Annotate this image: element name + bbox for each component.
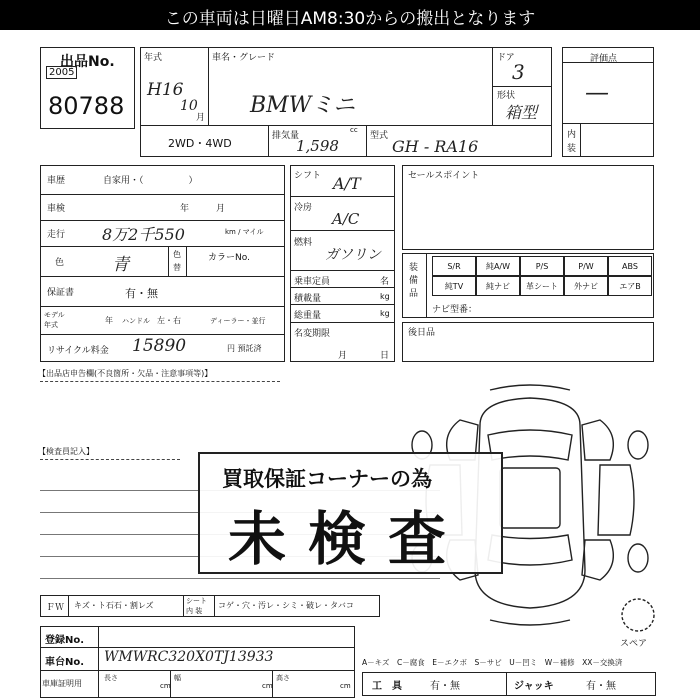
- inspection-label: 車検: [47, 204, 66, 214]
- name-value: BMWミニ: [250, 93, 356, 118]
- score-value: —: [585, 78, 609, 106]
- disp-value: 1,598: [296, 137, 339, 155]
- mileage-unit: km / マイル: [225, 228, 264, 236]
- cool-label: 冷房: [294, 203, 313, 213]
- warranty-label: 保証書: [47, 288, 75, 298]
- color-label: 色: [55, 258, 65, 268]
- hei-label: 高さ: [276, 674, 290, 682]
- equipment-item: ABS: [608, 256, 652, 276]
- stamp-line1: 買取保証コーナーの為: [222, 467, 432, 491]
- disp-unit: cc: [350, 126, 358, 134]
- fw-label: ＦＷ: [46, 603, 65, 613]
- name-label: 車名・グレード: [212, 53, 276, 63]
- mileage-value: 8万2千550: [102, 225, 185, 244]
- shape-value: 箱型: [505, 103, 538, 122]
- interior-label-2: 装: [567, 144, 577, 154]
- banner-text: この車両は日曜日AM8:30からの搬出となります: [164, 9, 536, 29]
- equipment-item: 純TV: [432, 276, 476, 296]
- model-year-label-2: 年式: [44, 321, 58, 329]
- model-year-label-1: モデル: [44, 311, 65, 319]
- reg-no-label: 登録No.: [45, 635, 85, 646]
- jack-value: 有・無: [586, 681, 616, 692]
- interior-label-1: 内: [567, 130, 577, 140]
- tools-value: 有・無: [430, 681, 460, 692]
- spare-label: スペア: [620, 639, 648, 649]
- after-box: [402, 322, 654, 362]
- recycle-unit: 円 預託済: [227, 344, 262, 353]
- dealer-label: ディーラー・並行: [210, 317, 266, 325]
- navi-label: ナビ型番：: [432, 305, 478, 315]
- reg-label: 名変期限: [294, 329, 331, 339]
- wid-label: 幅: [174, 674, 181, 682]
- door-label: ドア: [497, 53, 515, 63]
- shift-label: シフト: [294, 171, 322, 181]
- weight-unit: kg: [380, 309, 390, 318]
- equipment-item: 革シート: [520, 276, 564, 296]
- reg-month: 月: [338, 351, 348, 361]
- warranty-value: 有・無: [125, 287, 158, 300]
- capacity-unit: 名: [380, 277, 390, 287]
- month-value: 10: [180, 98, 198, 114]
- chassis-label: 車台No.: [45, 657, 85, 668]
- equipment-item: エアB: [608, 276, 652, 296]
- capacity-label: 乗車定員: [294, 277, 331, 287]
- wid-unit: cm: [262, 682, 273, 690]
- cert-label: 車庫証明用: [42, 679, 82, 688]
- fuel-value: ガソリン: [325, 247, 381, 263]
- equipment-item: 純ナビ: [476, 276, 520, 296]
- door-value: 3: [512, 60, 525, 84]
- seller-notes-label: 【出品店申告欄(不良箇所・欠品・注意事項等)】: [38, 369, 213, 378]
- fw-items: キズ・ト石石・割レズ: [74, 601, 154, 610]
- recycle-value: 15890: [132, 336, 187, 356]
- load-unit: kg: [380, 292, 390, 301]
- inspector-notes-label: 【検査員記入】: [38, 447, 94, 456]
- inspection-value: 年 月: [180, 204, 226, 214]
- mileage-label: 走行: [47, 230, 66, 240]
- tools-label: 工 具: [372, 681, 402, 692]
- colorno-label: カラーNo.: [208, 253, 250, 263]
- equipment-item: 外ナビ: [564, 276, 608, 296]
- load-label: 積載量: [294, 294, 322, 304]
- chassis-value: WMWRC320X0TJ13933: [104, 649, 274, 665]
- stamp-line2: 未検査: [228, 505, 469, 573]
- sales-label: セールスポイント: [408, 171, 480, 181]
- len-unit: cm: [160, 682, 171, 690]
- color-sub-1: 色: [173, 250, 181, 259]
- equipment-item: S/R: [432, 256, 476, 276]
- len-label: 長さ: [104, 674, 118, 682]
- jack-label: ジャッキ: [514, 681, 554, 692]
- disp-label: 排気量: [272, 131, 300, 141]
- equipment-item: 純A/W: [476, 256, 520, 276]
- month-unit: 月: [196, 113, 206, 123]
- lot-number: 80788: [48, 92, 125, 120]
- handle-label: ハンドル: [122, 317, 150, 325]
- lot-year: 2005: [46, 66, 77, 79]
- model-label: 型式: [370, 131, 389, 141]
- year-value: H16: [147, 80, 184, 100]
- year-label: 年式: [144, 53, 163, 63]
- handle-value: 左・右: [157, 316, 181, 325]
- shift-value: A/T: [333, 174, 361, 193]
- model-value: GH - RA16: [392, 137, 479, 156]
- cool-value: A/C: [332, 210, 360, 228]
- equipment-item: P/S: [520, 256, 564, 276]
- fw-seat-items: コゲ・穴・汚レ・シミ・破レ・タバコ: [218, 601, 354, 610]
- shape-label: 形状: [497, 91, 516, 101]
- score-label: 評価点: [590, 54, 618, 64]
- hei-unit: cm: [340, 682, 351, 690]
- reg-day: 日: [380, 351, 390, 361]
- model-year-unit: 年: [105, 316, 113, 325]
- damage-legend: A－キズ C－腐食 E－エクボ S－サビ U－凹ミ W－補修 XX－交換済: [362, 658, 623, 667]
- history-value: 自家用・（ ）: [103, 176, 198, 186]
- after-label: 後日品: [408, 328, 436, 338]
- color-value: 青: [112, 255, 129, 275]
- fuel-label: 燃料: [294, 238, 313, 248]
- weight-label: 総重量: [294, 311, 322, 321]
- fw-seat-2: 内 装: [186, 607, 203, 615]
- equipment-item: P/W: [564, 256, 608, 276]
- equipment-label: 装備品: [409, 263, 419, 299]
- drive-label: 2WD・4WD: [168, 137, 232, 150]
- fw-seat-1: シート: [186, 597, 207, 605]
- history-label: 車歴: [47, 176, 66, 186]
- color-sub-2: 替: [173, 263, 181, 272]
- recycle-label: リサイクル料金: [47, 346, 109, 356]
- note-line: [40, 578, 440, 579]
- lot-label: 出品No.: [60, 54, 115, 70]
